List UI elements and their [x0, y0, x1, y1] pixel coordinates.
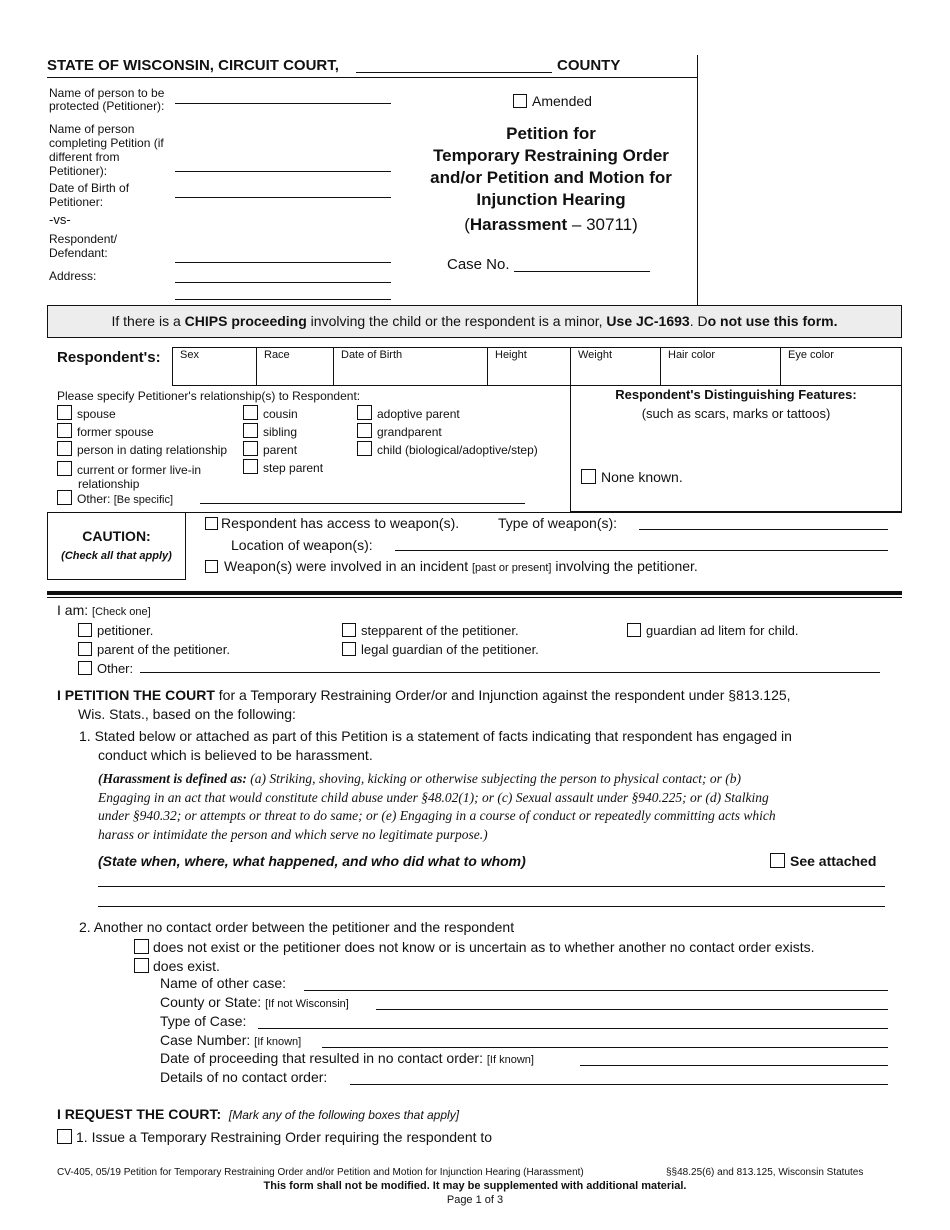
col-divider [570, 347, 571, 386]
item1-line2: conduct which is believed to be harassment. [98, 747, 373, 763]
weapon-type-field[interactable] [639, 529, 888, 530]
col-divider [333, 347, 334, 386]
completer-label: Name of person completing Petition (if different from Petitioner): [49, 122, 164, 178]
weapon-incident-option[interactable] [205, 558, 698, 574]
rel-label: step parent [263, 461, 324, 475]
case-number-label [160, 1032, 301, 1048]
rel-cousin[interactable] [243, 405, 323, 423]
other-case-field[interactable] [304, 990, 888, 991]
footer-notice: This form shall not be modified. It may be supplemented with additional material. [263, 1180, 687, 1192]
request-item1-label: 1. Issue a Temporary Restraining Order requiring the respondent to [76, 1129, 493, 1145]
item2-opt2-label: does exist. [153, 958, 220, 974]
i-am-text: I am: [57, 602, 89, 618]
rel-label: sibling [263, 425, 298, 439]
item2-text: 2. Another no contact order between the petitioner and the respondent [79, 919, 515, 935]
i-am-hint: [Check one] [92, 606, 151, 618]
weapon-access-option[interactable] [205, 515, 459, 531]
rel-grandparent[interactable] [357, 423, 538, 441]
rel-other-field[interactable] [200, 503, 525, 504]
col-eye[interactable]: Eye color [788, 349, 834, 361]
rel-other-label: Other: [77, 492, 111, 506]
weapon-type-label: Type of weapon(s): [498, 515, 618, 531]
title-line-2: Temporary Restraining Order [433, 146, 669, 165]
option-label: guardian ad litem for child. [646, 623, 799, 638]
relationship-prompt: Please specify Petitioner's relationship(s) to Respondent: [57, 389, 361, 403]
request-item1[interactable] [57, 1129, 492, 1145]
rel-step-parent[interactable] [243, 459, 323, 477]
details-field[interactable] [350, 1084, 888, 1085]
section-rule-thick [47, 591, 902, 595]
col-divider [487, 347, 488, 386]
col-race[interactable]: Race [264, 349, 290, 361]
option-label: legal guardian of the petitioner. [361, 642, 539, 657]
rel-child[interactable] [357, 441, 538, 459]
rel-label: person in dating relationship [77, 443, 228, 457]
col-divider [256, 347, 257, 386]
item2-does-exist[interactable] [134, 957, 815, 976]
rel-label: child (biological/adoptive/step) [377, 443, 538, 457]
option-label: parent of the petitioner. [97, 642, 230, 657]
request-heading [57, 1106, 459, 1122]
item2-options [134, 938, 815, 976]
rel-dating[interactable] [57, 441, 227, 459]
request-hint: [Mark any of the following boxes that apply] [228, 1108, 460, 1122]
option-label: petitioner. [97, 623, 154, 638]
amended-label: Amended [532, 93, 592, 109]
date-proc-text: Date of proceeding that resulted in no contact order: [160, 1050, 483, 1066]
rel-label: cousin [263, 407, 298, 421]
caution-title: CAUTION: [82, 528, 151, 544]
option-label: stepparent of the petitioner. [361, 623, 519, 638]
see-attached-label: See attached [790, 853, 877, 869]
title-line-4: Injunction Hearing [476, 190, 626, 209]
chips-bold-1: CHIPS proceeding [184, 313, 307, 329]
rel-spouse[interactable] [57, 405, 227, 423]
i-am-col1 [78, 621, 230, 678]
weapon-incident-small: [past or present] [472, 562, 552, 574]
date-proceeding-label [160, 1050, 534, 1066]
subtitle-code: – 30711) [567, 215, 638, 234]
county-state-hint: [If not Wisconsin] [265, 998, 349, 1010]
col-weight[interactable]: Weight [578, 349, 613, 361]
rel-sibling[interactable] [243, 423, 323, 441]
title-line-1: Petition for [506, 124, 596, 143]
definition-l1: (a) Striking, shoving, kicking or otherwise subjecting the person to physical contact; or (b) [246, 771, 742, 786]
harassment-definition [98, 770, 776, 844]
subtitle-harassment: Harassment [469, 215, 568, 234]
features-box[interactable] [570, 386, 902, 512]
i-am-stepparent[interactable] [342, 621, 539, 640]
chips-bold-2: Use JC-1693 [606, 313, 690, 329]
none-known-option[interactable] [581, 469, 683, 485]
item1-line1: 1. Stated below or attached as part of this Petition is a statement of facts indicating that respondent has engaged in [79, 728, 792, 744]
rel-live-in-cont: relationship [78, 477, 140, 491]
case-number-field[interactable] [322, 1047, 888, 1048]
footer-page: Page 1 of 3 [446, 1194, 504, 1206]
features-sub: (such as scars, marks or tattoos) [641, 406, 831, 421]
header-rule [47, 77, 698, 78]
header-divider [697, 55, 698, 306]
rel-other[interactable] [57, 490, 173, 506]
type-case-label: Type of Case: [160, 1013, 247, 1029]
completer-name-field[interactable] [175, 171, 391, 172]
weapon-location-field[interactable] [395, 550, 888, 551]
col-hair[interactable]: Hair color [668, 349, 716, 361]
title-line-3: and/or Petition and Motion for [430, 168, 672, 187]
amended-option[interactable] [513, 93, 592, 109]
definition-l4: harass or intimidate the person and which serve no legitimate purpose.) [98, 826, 488, 842]
none-known-label: None known. [601, 469, 683, 485]
vs-label: -vs- [49, 212, 71, 227]
petition-lead-line2: Wis. Stats., based on the following: [78, 706, 296, 722]
court-title: STATE OF WISCONSIN, CIRCUIT COURT, [47, 57, 339, 74]
caution-box [47, 512, 186, 580]
type-case-field[interactable] [258, 1028, 888, 1029]
i-am-legal-guardian[interactable] [342, 640, 539, 659]
definition-l3: under §940.32; or attempts or threat to do same; or (e) Engaging in a course of conduct or repeatedly committing acts which [98, 808, 776, 823]
case-number-hint: [If known] [254, 1036, 302, 1048]
col-sex[interactable]: Sex [180, 349, 199, 361]
dob-label: Date of Birth of Petitioner: [49, 181, 130, 209]
address-field-1[interactable] [175, 282, 391, 283]
chips-bold-3: o not use this form. [707, 313, 838, 329]
county-label: COUNTY [557, 57, 621, 74]
item2-opt1-label: does not exist or the petitioner does not know or is uncertain as to whether another no contact order exists. [153, 939, 815, 955]
county-state-label [160, 994, 349, 1010]
county-state-text: County or State: [160, 994, 262, 1010]
caution-sub: (Check all that apply) [61, 550, 172, 562]
request-title: I REQUEST THE COURT: [57, 1106, 222, 1122]
rel-label: adoptive parent [377, 407, 460, 421]
chips-mid-2: . D [689, 313, 708, 329]
respondent-name-field[interactable] [175, 262, 391, 263]
details-label: Details of no contact order: [160, 1069, 328, 1085]
date-proceeding-field[interactable] [580, 1065, 888, 1066]
petition-lead-bold: I PETITION THE COURT [57, 687, 215, 703]
respondent-table-label: Respondent's: [57, 349, 161, 366]
weapon-access-label: Respondent has access to weapon(s). [221, 515, 460, 531]
petition-lead-rest: for a Temporary Restraining Order/or and Injunction against the respondent under §813.125, [214, 687, 791, 703]
petition-item1 [79, 727, 792, 765]
col-divider [780, 347, 781, 386]
case-no-label: Case No. [447, 256, 510, 273]
rel-former-spouse[interactable] [57, 423, 227, 441]
other-case-label: Name of other case: [160, 975, 287, 991]
i-am-gal[interactable] [627, 621, 798, 640]
col-height[interactable]: Height [495, 349, 527, 361]
col-divider [660, 347, 661, 386]
see-attached-option[interactable] [770, 853, 876, 869]
amended-checkbox[interactable] [513, 94, 527, 108]
rel-label: spouse [77, 407, 116, 421]
weapon-location-label: Location of weapon(s): [231, 537, 373, 553]
subtitle-open: ( [464, 215, 470, 234]
address-label: Address: [49, 269, 97, 283]
rel-other-hint: [Be specific] [113, 494, 174, 506]
relationship-col2 [243, 405, 323, 477]
rel-parent[interactable] [243, 441, 323, 459]
address-field-2[interactable] [175, 299, 391, 300]
item2-not-exist[interactable] [134, 938, 815, 957]
definition-l2: Engaging in an act that would constitute child abuse under §48.02(1); or (c) Sexual assault under §940.225; or (d) Stalking [98, 789, 769, 805]
definition-bold: (Harassment is defined as: [98, 771, 247, 786]
option-label: Other: [97, 661, 134, 676]
i-am-label [57, 602, 151, 618]
dob-field[interactable] [175, 197, 391, 198]
i-am-other[interactable] [78, 659, 230, 678]
facts-line-1[interactable] [98, 886, 885, 887]
chips-notice [47, 305, 902, 338]
weapon-incident-pre: Weapon(s) were involved in an incident [224, 558, 472, 574]
form-title [410, 123, 692, 211]
petitioner-name-field[interactable] [175, 103, 391, 104]
petition-lead [57, 686, 791, 724]
state-when-instruction: (State when, where, what happened, and who did what to whom) [98, 853, 526, 869]
chips-pre: If there is a [111, 313, 185, 329]
respondent-label: Respondent/ Defendant: [49, 232, 118, 260]
relationship-col3 [357, 405, 538, 459]
county-state-field[interactable] [376, 1009, 888, 1010]
rel-live-in[interactable] [57, 461, 227, 477]
footer-form-id: CV-405, 05/19 Petition for Temporary Restraining Order and/or Petition and Motion for Injunction Hearing (Harassment) [57, 1167, 584, 1178]
facts-line-2[interactable] [98, 906, 885, 907]
footer-statutes: §§48.25(6) and 813.125, Wisconsin Statutes [666, 1167, 864, 1178]
col-dob[interactable]: Date of Birth [341, 349, 403, 361]
caution-rule [186, 512, 902, 513]
case-no-field[interactable] [514, 271, 650, 272]
features-title: Respondent's Distinguishing Features: [615, 387, 857, 402]
i-am-parent[interactable] [78, 640, 230, 659]
relationship-col1 [57, 405, 227, 492]
section-rule-thin [47, 597, 902, 598]
petitioner-label: Name of person to be protected (Petitioner): [49, 86, 165, 113]
date-proc-hint: [If known] [486, 1054, 534, 1066]
case-number-text: Case Number: [160, 1032, 251, 1048]
i-am-col2 [342, 621, 539, 659]
chips-mid: involving the child or the respondent is a minor, [306, 313, 607, 329]
weapon-incident-post: involving the petitioner. [551, 558, 698, 574]
rel-adoptive-parent[interactable] [357, 405, 538, 423]
rel-label: parent [263, 443, 298, 457]
rel-label: current or former live-in [77, 463, 202, 477]
form-subtitle [410, 215, 692, 235]
i-am-petitioner[interactable] [78, 621, 230, 640]
rel-label: grandparent [377, 425, 442, 439]
rel-label: former spouse [77, 425, 154, 439]
county-blank[interactable] [356, 72, 552, 73]
i-am-other-field[interactable] [140, 672, 880, 673]
